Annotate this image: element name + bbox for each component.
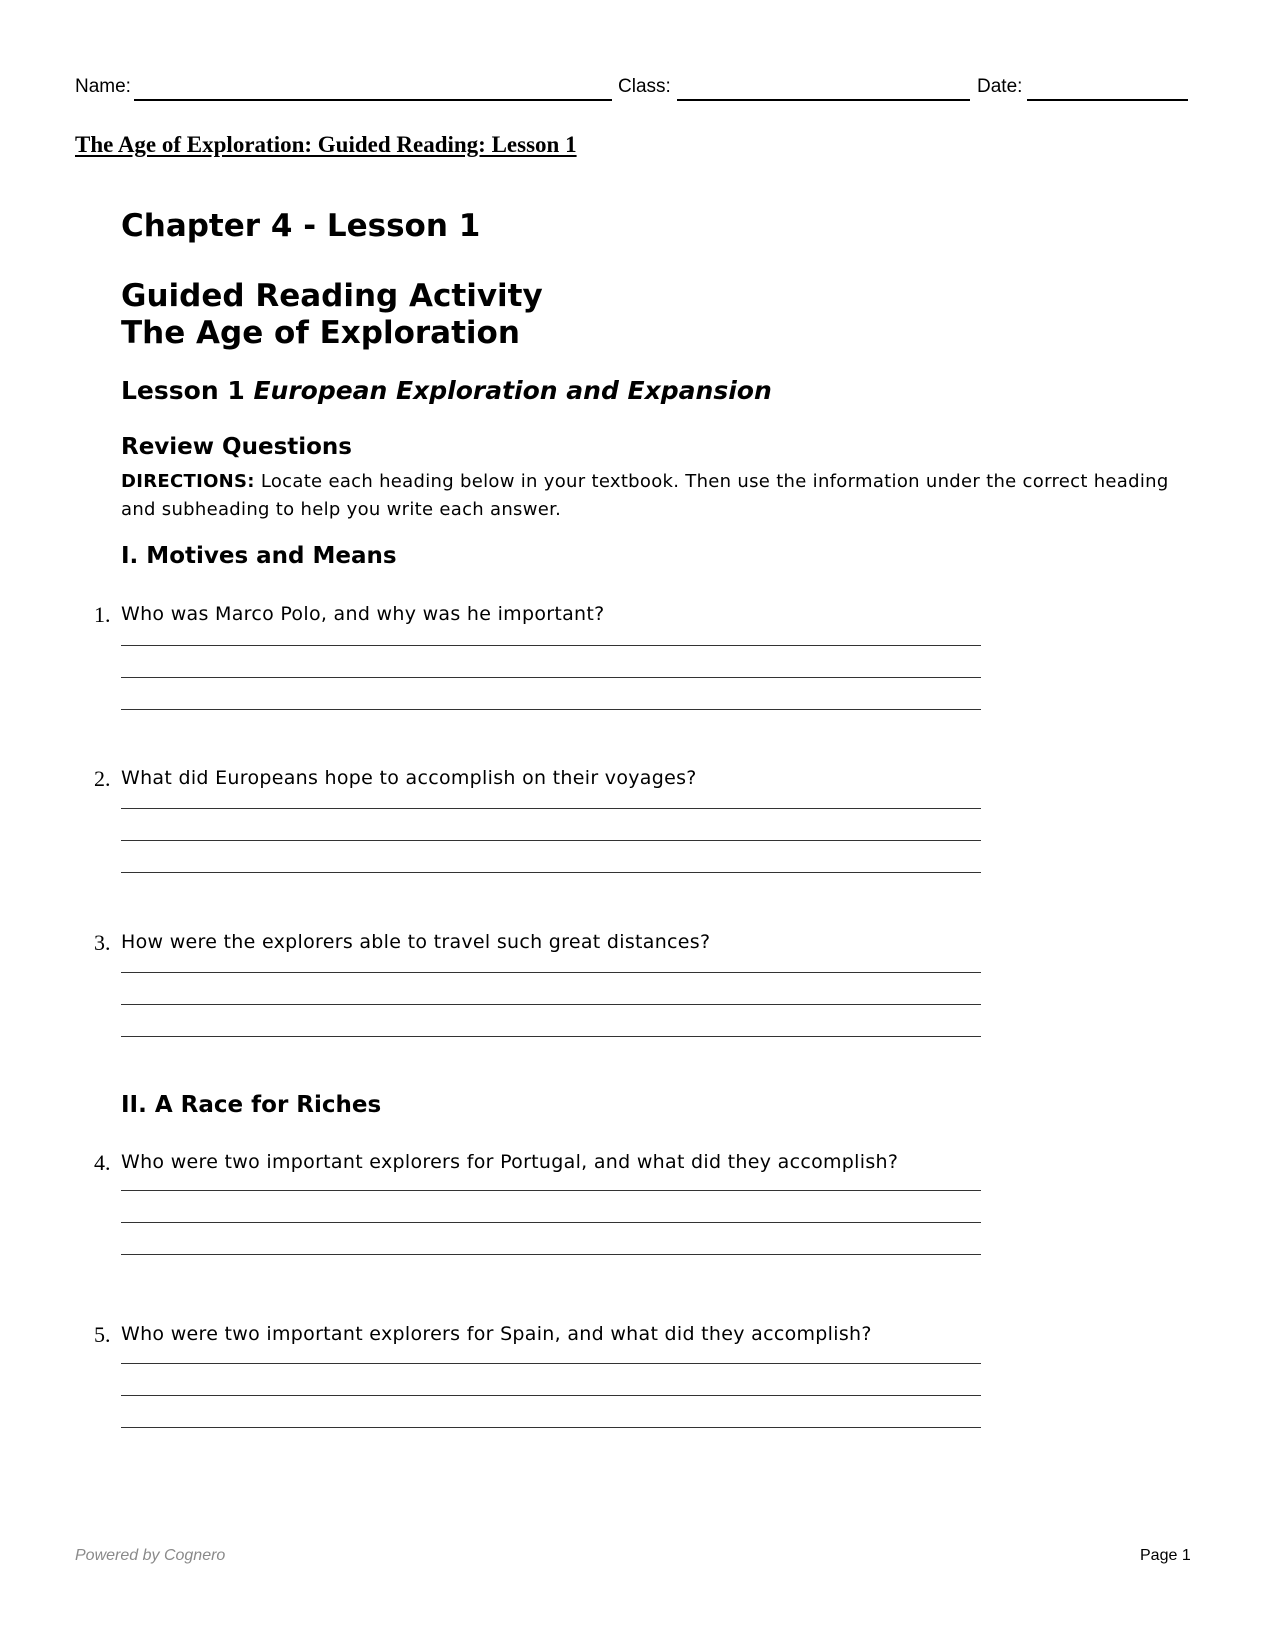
worksheet-title: The Age of Exploration: Guided Reading: Lesson 1 <box>75 132 577 157</box>
answer-line[interactable] <box>121 709 981 710</box>
activity-title <box>121 278 543 352</box>
answer-line[interactable] <box>121 808 981 809</box>
lesson-heading <box>121 376 772 405</box>
directions-label: DIRECTIONS: <box>121 471 255 492</box>
question-text: What did Europeans hope to accomplish on their voyages? <box>121 767 697 789</box>
class-field[interactable] <box>677 99 970 101</box>
lesson-prefix: Lesson 1 <box>121 376 245 405</box>
powered-by-footer: Powered by Cognero <box>75 1547 226 1564</box>
review-questions-heading: Review Questions <box>121 434 352 460</box>
chapter-heading: Chapter 4 - Lesson 1 <box>121 208 481 244</box>
date-field[interactable] <box>1027 99 1188 101</box>
directions <box>121 468 1181 524</box>
answer-line[interactable] <box>121 1254 981 1255</box>
question-number: 4. <box>94 1150 111 1175</box>
question-text: Who were two important explorers for Portugal, and what did they accomplish? <box>121 1151 899 1173</box>
answer-line[interactable] <box>121 677 981 678</box>
question-number: 1. <box>94 602 111 627</box>
question-text: Who was Marco Polo, and why was he important? <box>121 603 605 625</box>
class-label: Class: <box>618 76 671 97</box>
answer-line[interactable] <box>121 1222 981 1223</box>
activity-title-line1: Guided Reading Activity <box>121 278 543 314</box>
answer-line[interactable] <box>121 1004 981 1005</box>
answer-line[interactable] <box>121 1363 981 1364</box>
directions-text: Locate each heading below in your textbook. Then use the information under the correct heading and subheading to help you write each answer. <box>121 471 1169 520</box>
page-number: Page 1 <box>1140 1547 1191 1564</box>
answer-line[interactable] <box>121 645 981 646</box>
section-heading: II. A Race for Riches <box>121 1092 382 1118</box>
question-text: Who were two important explorers for Spain, and what did they accomplish? <box>121 1323 872 1345</box>
question-text: How were the explorers able to travel such great distances? <box>121 931 711 953</box>
answer-line[interactable] <box>121 872 981 873</box>
answer-line[interactable] <box>121 972 981 973</box>
date-label: Date: <box>977 76 1023 97</box>
section-heading: I. Motives and Means <box>121 543 397 569</box>
answer-line[interactable] <box>121 1190 981 1191</box>
name-label: Name: <box>75 76 131 97</box>
lesson-title: European Exploration and Expansion <box>253 376 772 405</box>
answer-line[interactable] <box>121 1427 981 1428</box>
question-number: 2. <box>94 766 111 791</box>
answer-line[interactable] <box>121 1036 981 1037</box>
name-field[interactable] <box>134 99 612 101</box>
question-number: 5. <box>94 1322 111 1347</box>
answer-line[interactable] <box>121 1395 981 1396</box>
question-number: 3. <box>94 930 111 955</box>
activity-title-line2: The Age of Exploration <box>121 315 520 351</box>
answer-line[interactable] <box>121 840 981 841</box>
